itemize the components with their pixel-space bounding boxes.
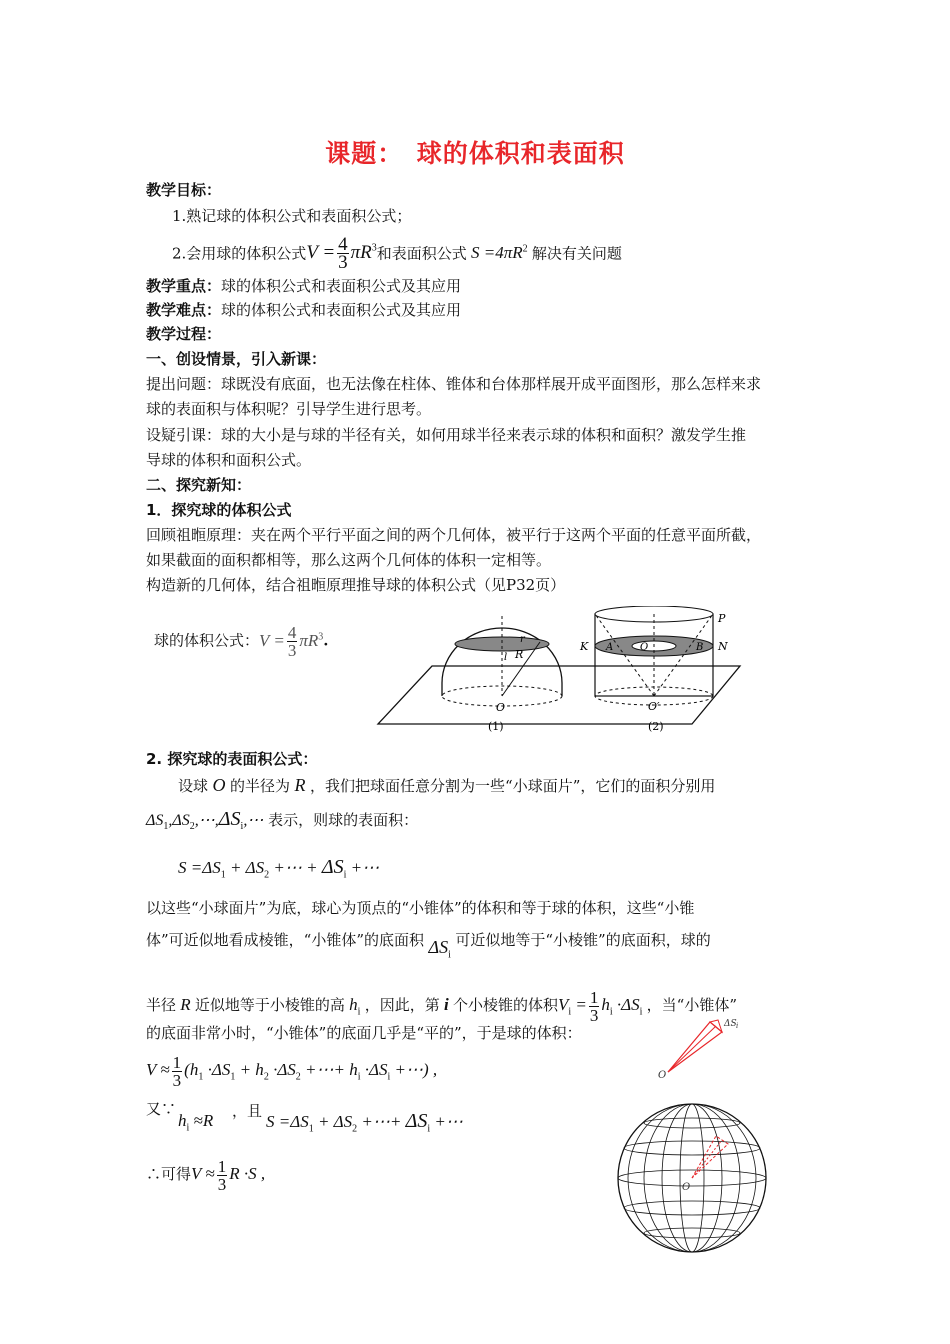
section3-p1-b: 的半径为 [230, 777, 291, 795]
figure-hemisphere-cylinder [370, 606, 750, 736]
section1-p2-line2: 导球的体积和面积公式。 [146, 451, 312, 469]
zuxuan-line1: 回顾祖暅原理：夹在两个平行平面之间的两个几何体，被平行于这两个平面的任意平面所截， [146, 526, 762, 544]
fig1-label-N: N [718, 640, 728, 653]
key-points-label: 教学重点： [146, 277, 222, 295]
fig2-label-S: ΔS [724, 1019, 737, 1029]
fig1-label-O1: O [640, 642, 649, 653]
goal-item-2 [172, 234, 622, 274]
fig1-label-Oprime: O′ [648, 700, 660, 713]
figure-small-cone [650, 1012, 740, 1082]
section3-p3-c: ，因此，第 [364, 996, 440, 1014]
fig1-label-O: O [496, 701, 506, 714]
section3-p2-line2a: 体”可近似地看成棱锥，“小锥体”的底面积 [146, 931, 425, 949]
therefore-text: ∴可得 [146, 1165, 192, 1183]
section3-p1-c: ，我们把球面任意分割为一些“小球面片”，它们的面积分别用 [310, 777, 716, 795]
fig1-caption-2: (2) [648, 720, 664, 733]
fig1-caption-1: (1) [488, 720, 504, 733]
fig1-label-B: B [696, 642, 704, 653]
section2-sub1: 1．探究球的体积公式 [146, 501, 292, 519]
fig2-label-O: O [658, 1070, 667, 1081]
section3-sub2: 2. 探究球的表面积公式： [146, 750, 318, 768]
volume-label: 球的体积公式： [154, 631, 260, 650]
area-formula: $S =4\pi R^2$ [466, 243, 528, 263]
difficulties-text: 球的体积公式和表面积公式及其应用 [221, 301, 462, 319]
section3-p1-a: 设球 [178, 777, 209, 795]
key-points-text: 球的体积公式和表面积公式及其应用 [221, 277, 462, 295]
section3-p1-d: 表示，则球的表面积： [268, 811, 419, 829]
section3-p2-line2b: 可近似地等于“小棱锥”的底面积，球的 [455, 931, 711, 949]
page-title: 课题： 球的体积和表面积 [325, 139, 625, 168]
process-heading: 教学过程： [146, 325, 222, 343]
section3-qie: ，且 [232, 1102, 263, 1120]
section1-p1-line1: 提出问题：球既没有底面，也无法像在柱体、锥体和台体那样展开成平面图形，那么怎样来求 [146, 375, 762, 393]
volume-formula-repeat: V = $\frac{4}{3}$ $\pi R^3$ [259, 623, 324, 661]
section3-p4: 的底面非常小时，“小锥体”的底面几乎是“平的”，于是球的体积： [146, 1024, 582, 1042]
section3-p3-d: 个小棱锥的体积 [452, 996, 558, 1014]
h-approx-R: $h_i \approx R$ [178, 1111, 214, 1134]
section3-you [146, 1098, 176, 1120]
goal-item-2-suffix: 解决有关问题 [531, 244, 622, 263]
fig1-label-K: K [580, 640, 589, 653]
goals-heading: 教学目标： [146, 181, 222, 199]
section1-p1-line2: 球的表面积与体积呢？引导学生进行思考。 [146, 400, 432, 418]
difficulties-label: 教学难点： [146, 301, 222, 319]
figure-wireframe-sphere [612, 1098, 772, 1258]
key-points [146, 275, 461, 297]
section3-p1-line2: $\Delta S_1,\Delta S_2,\cdots,\Delta S_i,\cdots$ 表示，则球的表面积： [146, 808, 419, 833]
section1-p2-line1: 设疑引课：球的大小是与球的半径有关，如何用球半径来表示球的体积和面积？激发学生推 [146, 426, 747, 444]
section3-p3-b: 近似地等于小棱锥的高 [194, 996, 345, 1014]
fig1-label-A: A [606, 642, 614, 653]
fig3-label-O: O [682, 1182, 691, 1193]
section3-therefore: ∴可得V ≈ $\frac{1}{3}$ R ·S , [146, 1156, 266, 1194]
section2-heading: 二、探究新知： [146, 476, 252, 494]
volume-formula-line: 球的体积公式：V = $\frac{4}{3}$ $\pi R^3$. [154, 623, 329, 661]
goal-item-1: 1.熟记球的体积公式和表面积公式； [172, 207, 412, 225]
section3-p3-e: ，当“小锥体” [646, 996, 738, 1014]
fig1-label-R: R [515, 648, 524, 661]
surface-sum-formula-2: $S =\Delta S_1 + \Delta S_2$ +⋯+ $\Delta S_i$ +⋯ [266, 1110, 463, 1135]
section3-p3: 半径 R 近似地等于小棱锥的高 $h_i$ ，因此，第 i 个小棱锥的体积$V_i$ = $\frac{1}{3}$ $h_i \cdot\Delta S_i$ ，当“小锥体” [146, 987, 738, 1025]
goal-item-2-prefix: 2.会用球的体积公式 [172, 244, 307, 263]
section3-p2-line2: 体”可近似地看成棱锥，“小锥体”的底面积 $\Delta S_i$ 可近似地等于“小棱锥”的底面积，球的 [146, 931, 711, 961]
fig1-label-r: r [520, 634, 525, 645]
section3-p2-line1: 以这些“小球面片”为底，球心为顶点的“小锥体”的体积和等于球的体积，这些“小锥 [146, 899, 695, 917]
section3-p3-a: 半径 [146, 996, 177, 1014]
zuxuan-line2: 如果截面的面积都相等，那么这两个几何体的体积一定相等。 [146, 551, 552, 569]
construct-text: 构造新的几何体，结合祖暅原理推导球的体积公式（见P32页） [146, 576, 566, 594]
you-text: 又∵ [146, 1100, 177, 1118]
fig1-label-P: P [718, 612, 726, 625]
difficulties [146, 299, 461, 321]
fig1-label-l: l [504, 652, 508, 663]
surface-sum-formula: $S =\Delta S_1 + \Delta S_2$ +⋯ + $\Delta S_i$ +⋯ [178, 856, 380, 881]
volume-approx-formula: V ≈ $\frac{1}{3}$ ($h_1 \cdot\Delta S_1 + h_2 \cdot\Delta S_2$ +⋯+ $h_i \cdot\Delta S_i$ +⋯) , [146, 1052, 438, 1090]
section1-heading: 一、创设情景，引入新课： [146, 350, 327, 368]
fig2-label-S-sub: i [736, 1022, 739, 1030]
section3-p1: 设球 O 的半径为 R ，我们把球面任意分割为一些“小球面片”，它们的面积分别用 [178, 775, 716, 795]
goal-item-2-mid: 和表面积公式 [376, 244, 467, 263]
volume-formula: V = $\frac{4}{3}$ $\pi R^3$ [306, 234, 377, 274]
